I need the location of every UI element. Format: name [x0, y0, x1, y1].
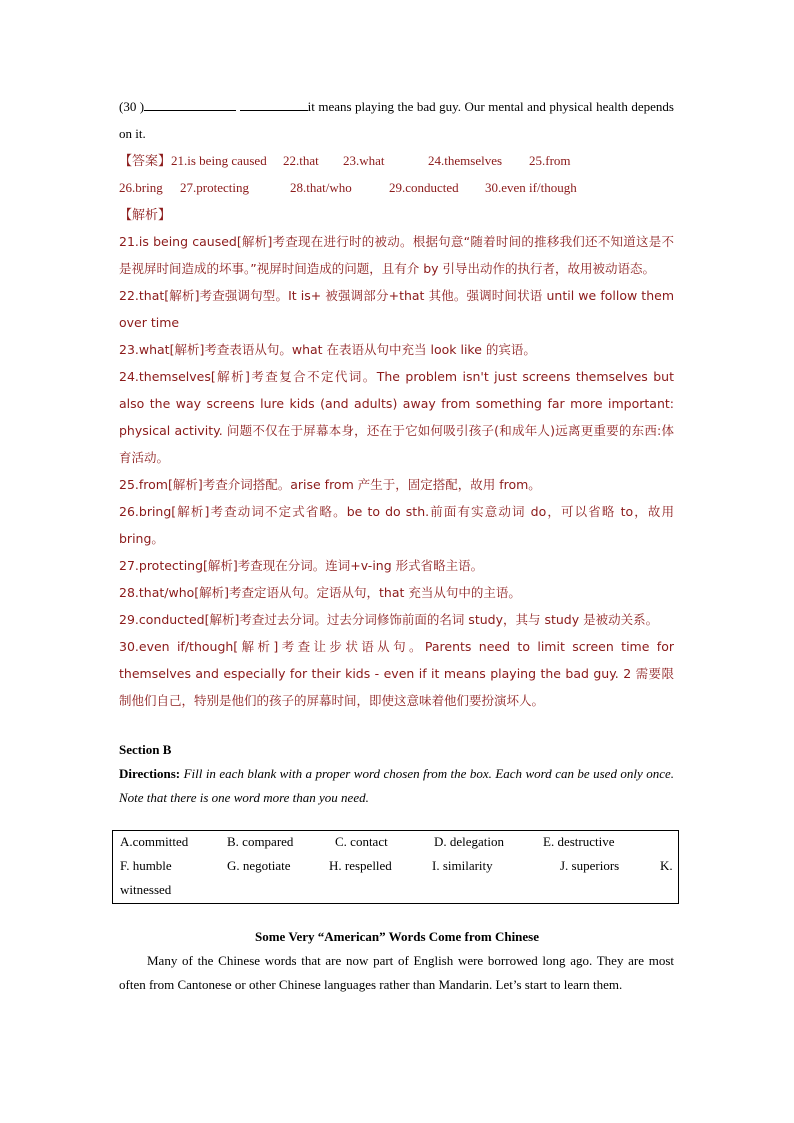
- word-option-j: J. superiors: [560, 858, 620, 873]
- analysis-29: 29.conducted[解析]考查过去分词。过去分词修饰前面的名词 study，其与 study 是被动关系。: [119, 612, 659, 627]
- directions: [119, 762, 674, 810]
- section-heading: Section B: [119, 742, 172, 757]
- answer-label: 【答案】: [119, 153, 172, 168]
- word-option-k: witnessed: [120, 882, 172, 897]
- directions-label: Directions:: [119, 766, 181, 781]
- analysis-27: 27.protecting[解析]考查现在分词。连词+v-ing 形式省略主语。: [119, 558, 484, 573]
- answer-23: 23.what: [343, 153, 385, 168]
- analysis-28: 28.that/who[解析]考查定语从句。定语从句，that 充当从句中的主语。: [119, 585, 521, 600]
- answer-25: 25.from: [529, 153, 571, 168]
- blank-1: [144, 96, 236, 111]
- word-box: [112, 830, 679, 904]
- word-option-e: E. destructive: [543, 834, 615, 849]
- analysis-30: 30.even if/though[解析]考查让步状语从句。Parents need to limit screen time for themselves and especially for their kids - even if it means playing the bad guy. 2 需要限制他们自己，特别是他们的孩子的屏幕时间，即使这意味着他们要扮演坏人。: [119, 639, 674, 708]
- analysis-25: 25.from[解析]考查介词搭配。arise from 产生于，固定搭配，故用 from。: [119, 477, 541, 492]
- word-option-g: G. negotiate: [227, 858, 291, 873]
- word-option-k-letter: K.: [660, 858, 673, 873]
- question-30-text: it means playing the bad guy. Our mental and physical health depends on it.: [119, 99, 674, 141]
- word-option-f: F. humble: [120, 858, 172, 873]
- exam-content: [119, 93, 674, 810]
- passage-title: Some Very “American” Words Come from Chinese: [254, 929, 540, 944]
- answer-24: 24.themselves: [428, 153, 503, 168]
- passage-paragraph-1: Many of the Chinese words that are now part of English were borrowed long ago. They are most often from Cantonese or other Chinese languages rather than Mandarin. Let’s start to learn them.: [119, 953, 674, 992]
- analysis-23: 23.what[解析]考查表语从句。what 在表语从句中充当 look like 的宾语。: [119, 342, 536, 357]
- answer-28: 28.that/who: [290, 180, 352, 195]
- question-30: [119, 93, 674, 147]
- answer-21: 21.is being caused: [171, 153, 267, 168]
- analysis-22: 22.that[解析]考查强调句型。It is+ 被强调部分+that 其他。强调时间状语 until we follow them over time: [119, 288, 674, 330]
- blank-2: [240, 96, 308, 111]
- analysis-26: 26.bring[解析]考查动词不定式省略。be to do sth.前面有实意动词 do，可以省略 to，故用 bring。: [119, 504, 674, 546]
- word-option-b: B. compared: [227, 834, 294, 849]
- answer-row-1: [119, 147, 674, 174]
- word-option-c: C. contact: [335, 834, 388, 849]
- analysis-label: 【解析】: [119, 207, 172, 222]
- analysis-24: 24.themselves[解析]考查复合不定代词。The problem isn't just screens themselves but also the way screens lure kids (and adults) away from something far more important: physical activity. 问题不仅在于屏幕本身，还在于它如何吸引孩子(和成年人)远离更重要的东西:体育活动。: [119, 369, 674, 465]
- word-option-a: A.committed: [120, 834, 189, 849]
- directions-text: Fill in each blank with a proper word chosen from the box. Each word can be used only once. Note that there is one word more than you need.: [119, 766, 675, 805]
- answer-26: 26.bring: [119, 180, 163, 195]
- answer-30: 30.even if/though: [485, 180, 577, 195]
- word-option-i: I. similarity: [432, 858, 493, 873]
- answer-27: 27.protecting: [180, 180, 249, 195]
- word-option-d: D. delegation: [434, 834, 505, 849]
- analysis-21: 21.is being caused[解析]考查现在进行时的被动。根据句意“随着时间的推移我们还不知道这是不是视屏时间造成的坏事。”视屏时间造成的问题，且有介 by 引导出动作的执行者，故用被动语态。: [119, 234, 674, 276]
- answer-29: 29.conducted: [389, 180, 459, 195]
- answer-row-2: [119, 174, 674, 201]
- question-30-number: (30 ): [119, 99, 145, 114]
- word-option-h: H. respelled: [329, 858, 392, 873]
- answer-22: 22.that: [283, 153, 319, 168]
